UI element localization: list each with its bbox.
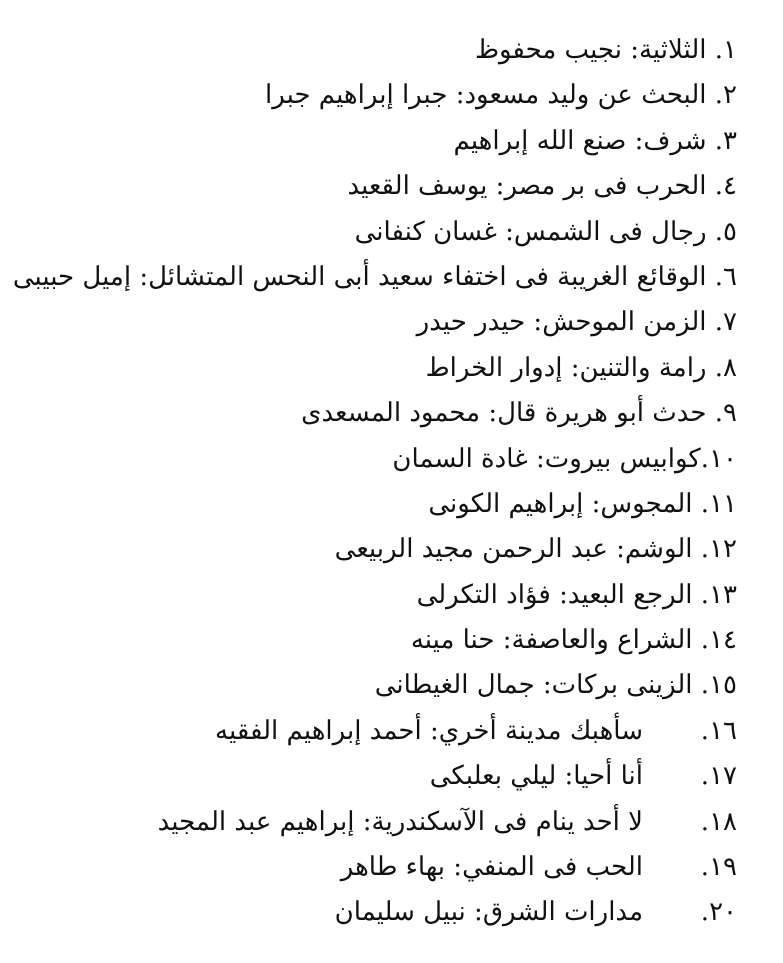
item-number: ٤. — [714, 171, 737, 202]
item-number: ٣. — [714, 125, 737, 156]
item-text: المجوس: إبراهيم الكونى — [428, 488, 693, 519]
list-item — [10, 119, 737, 164]
item-text: مدارات الشرق: نبيل سليمان — [334, 897, 643, 928]
list-item — [10, 709, 737, 754]
novel-list — [10, 28, 737, 936]
item-number: ١٢. — [700, 534, 737, 565]
item-number: ٢٠. — [700, 897, 737, 928]
list-item — [10, 754, 737, 799]
list-item — [10, 890, 737, 935]
item-text: الزينى بركات: جمال الغيطانى — [374, 670, 693, 701]
item-text: الوشم: عبد الرحمن مجيد الربيعى — [334, 534, 693, 565]
item-text: الحب فى المنفي: بهاء طاهر — [340, 852, 643, 883]
list-item — [10, 573, 737, 618]
list-item — [10, 300, 737, 345]
item-number: ١٦. — [700, 715, 737, 746]
item-text: كوابيس بيروت: غادة السمان — [392, 443, 701, 474]
item-number: ١٧. — [700, 761, 737, 792]
item-text: الزمن الموحش: حيدر حيدر — [416, 307, 707, 338]
list-item — [10, 73, 737, 118]
item-number: ١٩. — [700, 852, 737, 883]
list-item — [10, 391, 737, 436]
item-number: ١٨. — [700, 806, 737, 837]
list-item — [10, 164, 737, 209]
list-item — [10, 800, 737, 845]
list-item — [10, 255, 737, 300]
list-item — [10, 28, 737, 73]
item-text: البحث عن وليد مسعود: جبرا إبراهيم جبرا — [265, 80, 707, 111]
item-text: الوقائع الغريبة فى اختفاء سعيد أبى النحس المتشائل: إميل حبيبى — [12, 261, 707, 292]
item-text: حدث أبو هريرة قال: محمود المسعدى — [301, 398, 707, 429]
item-text: أنا أحيا: ليلي بعلبكى — [429, 761, 643, 792]
item-text: شرف: صنع الله إبراهيم — [453, 125, 707, 156]
item-number: ١٥. — [700, 670, 737, 701]
item-number: ١٠. — [700, 443, 737, 474]
item-text: رامة والتنين: إدوار الخراط — [425, 352, 707, 383]
item-text: رجال فى الشمس: غسان كنفانى — [354, 216, 707, 247]
item-text: الشراع والعاصفة: حنا مينه — [410, 625, 693, 656]
list-item — [10, 437, 737, 482]
item-number: ٢. — [714, 80, 737, 111]
item-text: الثلاثية: نجيب محفوظ — [474, 35, 707, 65]
item-number: ١٤. — [700, 625, 737, 656]
list-item — [10, 845, 737, 890]
item-number: ٨. — [714, 352, 737, 383]
item-number: ١٣. — [700, 579, 737, 610]
item-text: الرجع البعيد: فؤاد التكرلى — [416, 579, 693, 610]
item-number: ٩. — [714, 398, 737, 429]
item-text: سأهبك مدينة أخري: أحمد إبراهيم الفقيه — [215, 715, 643, 746]
list-item — [10, 346, 737, 391]
list-item — [10, 663, 737, 708]
item-text: الحرب فى بر مصر: يوسف القعيد — [347, 171, 707, 202]
list-item — [10, 618, 737, 663]
item-number: ٦. — [714, 261, 737, 292]
list-item — [10, 482, 737, 527]
list-item — [10, 527, 737, 572]
item-number: ٧. — [714, 307, 737, 338]
item-text: لا أحد ينام فى الآسكندرية: إبراهيم عبد المجيد — [157, 806, 643, 837]
item-number: ١١. — [700, 488, 737, 519]
item-number: ٥. — [714, 216, 737, 247]
item-number: ١. — [714, 35, 737, 65]
list-item — [10, 210, 737, 255]
